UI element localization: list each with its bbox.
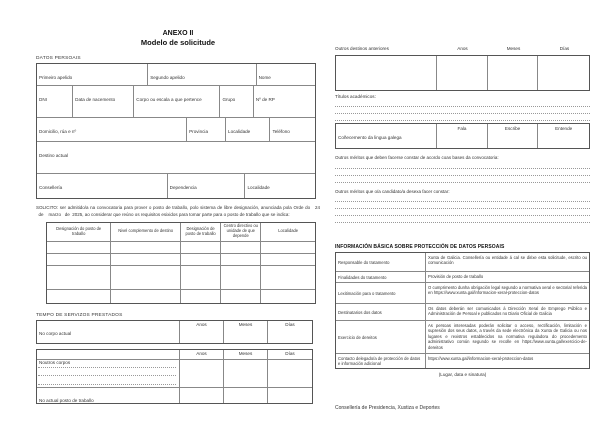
corpo-escala-label: Corpo ou escala a que pertence — [136, 96, 202, 102]
posts-cell[interactable] — [47, 266, 111, 289]
privacy-row-label: Responsable do tratamento — [336, 253, 426, 271]
dotted-fill-line[interactable] — [38, 370, 176, 376]
escribe-cell[interactable] — [488, 124, 539, 148]
privacy-row-value: Provisión de posto de traballo — [428, 273, 484, 279]
posts-cell[interactable] — [221, 254, 261, 265]
dotted-fill-line[interactable] — [335, 114, 590, 121]
nome-label: Nome — [258, 74, 271, 80]
solicito-paragraph: SOLICITO: ser admitido/a na convocatoria para prover o posto de traballo, polo sistema de libre designación, anunciada pola Orde do 24 de marzo de 2025, ao considerar que reúno os requisitos esixidos para tomar parte para o posto de traballo que se indica: — [36, 205, 320, 217]
noutros-corpos-fill-area[interactable] — [37, 360, 180, 387]
posts-cell[interactable] — [221, 290, 261, 303]
privacy-row-label: Contacto delegado/a de protección de datos e información adicional — [336, 354, 426, 368]
dias-header: Días — [285, 351, 295, 356]
num-rp-field[interactable] — [254, 86, 315, 117]
privacy-row-label: Exercicio de dereitos — [336, 321, 426, 353]
telefono-field[interactable] — [270, 118, 314, 141]
noutros-corpos-label: Noutros corpos — [39, 360, 71, 365]
titulos-academicos-label: Títulos académicos: — [335, 94, 376, 99]
escribe-label: Escribe — [504, 125, 521, 131]
privacy-row-value: O cumprimento dunha obrigación legal segundo a normativa xeral e sectorial referida en https://www.xunta.gal/informacion-xeral-proteccion-datos — [428, 284, 587, 296]
destino-actual-label: Destino actual — [39, 152, 69, 158]
privacy-section-title: INFORMACIÓN BÁSICA SOBRE PROTECCIÓN DE DATOS PERSOAIS — [335, 244, 505, 251]
localidade2-label: Localidade — [247, 184, 270, 190]
dotted-fill-line[interactable] — [335, 202, 590, 209]
annex-title: ANEXO II — [162, 30, 194, 37]
right-column — [335, 46, 590, 411]
conselleria-field[interactable] — [37, 174, 168, 198]
anos-field[interactable] — [180, 321, 224, 343]
anos-header: Anos — [180, 350, 224, 359]
localidade2-field[interactable] — [245, 174, 315, 198]
meritos-candidato-fill-area — [335, 195, 590, 223]
posts-cell[interactable] — [221, 266, 261, 289]
outros-destinos-cell[interactable] — [336, 56, 437, 90]
segundo-apelido-label: Segundo apelido — [150, 74, 185, 80]
outros-destinos-label: Outros destinos anteriores — [335, 46, 389, 51]
posts-header-designacion: Designación do posto de traballo — [47, 223, 111, 241]
fala-label: Fala — [457, 125, 467, 131]
dotted-fill-line[interactable] — [38, 379, 176, 385]
privacy-row — [336, 283, 589, 304]
dotted-fill-line[interactable] — [38, 362, 176, 368]
lingua-galega-row — [336, 124, 589, 148]
privacy-row-value: As persoas interesadas poderán solicitar o acceso, rectificación, limitación e supresión dos seus datos, a través da sede electrónica da Xunta de Galicia ou nos lugares e rexistros establecidos na normativa reguladora do procedemento administrativo común segundo se recolle en https://www.xunta.gal/exercicio-de-dereitos — [428, 322, 587, 350]
posts-cell[interactable] — [47, 242, 111, 253]
posts-body-row — [47, 290, 315, 303]
posts-cell[interactable] — [181, 290, 221, 303]
titulos-fill-area — [335, 100, 590, 121]
posts-cell[interactable] — [261, 290, 315, 303]
lingua-galega-label: Coñecemento da lingua galega — [338, 134, 402, 140]
nome-field[interactable] — [257, 64, 315, 85]
domicilio-label: Domicilio, rúa e nº — [39, 128, 77, 134]
privacy-url[interactable]: https://www.xunta.gal/informacion-xeral-proteccion-datos — [428, 355, 534, 361]
dni-field[interactable] — [37, 86, 73, 117]
tempo-corpo-actual-table — [36, 320, 313, 344]
posts-cell[interactable] — [261, 266, 315, 289]
posts-cell[interactable] — [181, 254, 221, 265]
privacy-row — [336, 354, 589, 368]
dias-label: Días — [285, 322, 295, 327]
dias-cell[interactable] — [538, 56, 589, 90]
primeiro-apelido-field[interactable] — [37, 64, 148, 85]
dotted-fill-line[interactable] — [335, 216, 590, 223]
tempo2-header-row — [37, 350, 312, 365]
provincia-label: Provincia — [189, 128, 209, 134]
no-actual-posto-field[interactable] — [37, 388, 180, 403]
privacy-row — [336, 272, 589, 283]
posts-body-row — [47, 266, 315, 290]
privacy-row-label: Destinatarios dos datos — [336, 304, 426, 320]
privacy-row-value: Os datos deberán ser comunicados á Dirección Xeral de Emprego Público e Administración de Persoal e publicados no Diario Oficial de Galicia — [428, 305, 587, 317]
anos-label: Anos — [196, 322, 207, 327]
corpo-escala-field[interactable] — [134, 86, 220, 117]
anos-cell[interactable] — [180, 388, 224, 403]
meritos-bases-label: Outros méritos que deben facerse constar de acordo coas bases da convocatoria: — [335, 155, 499, 160]
privacy-row — [336, 304, 589, 321]
posts-header-row — [47, 223, 315, 242]
primeiro-apelido-label: Primeiro apelido — [39, 74, 73, 80]
posts-cell[interactable] — [221, 242, 261, 253]
posts-cell[interactable] — [261, 254, 315, 265]
posts-cell[interactable] — [111, 254, 181, 265]
posts-table — [46, 222, 316, 304]
personal-row-3 — [37, 118, 315, 142]
destino-actual-field[interactable] — [37, 142, 315, 173]
anos-cell[interactable] — [437, 56, 488, 90]
posts-cell[interactable] — [261, 242, 315, 253]
personal-row-5 — [37, 174, 315, 198]
personal-row-2 — [37, 86, 315, 118]
personal-data-table — [36, 63, 316, 199]
department-footer: Consellería de Presidencia, Xustiza e Deportes — [335, 405, 440, 412]
meritos-bases-fill-area — [335, 162, 590, 183]
left-column — [36, 30, 320, 404]
section-datos-persoais: DATOS PERSOAIS — [36, 56, 81, 61]
dotted-fill-line[interactable] — [335, 209, 590, 216]
meses-label: Meses — [506, 46, 521, 51]
dotted-fill-line[interactable] — [335, 176, 590, 183]
privacy-row-value: Xunta de Galicia. Consellería ou entidade á cal se dirixe esta solicitude, escrito ou comunicación — [428, 254, 587, 266]
dependencia-label: Dependencia — [169, 184, 197, 190]
privacy-row-label: Lexitimación para o tratamento — [336, 283, 426, 303]
privacy-contact-link[interactable] — [426, 354, 589, 368]
posts-header-nivel: Nivel complemento de destino — [111, 223, 181, 241]
domicilio-field[interactable] — [37, 118, 187, 141]
grupo-label: Grupo — [222, 96, 236, 102]
privacy-row — [336, 321, 589, 354]
localidade-field[interactable] — [226, 118, 270, 141]
outros-destinos-header — [335, 46, 590, 55]
dias-field[interactable] — [268, 321, 312, 343]
tempo2-dotted-row — [37, 360, 312, 388]
posts-header-centro: Centro directivo ou unidade de que depende — [221, 223, 261, 241]
anos-label: Anos — [457, 46, 468, 51]
entende-cell[interactable] — [538, 124, 589, 148]
dotted-fill-line[interactable] — [335, 195, 590, 202]
noutros-corpos-label-cell — [37, 350, 180, 365]
segundo-apelido-field[interactable] — [148, 64, 256, 85]
posts-header-designacion-posto: Designación de posto de traballo — [181, 223, 221, 241]
data-nacemento-field[interactable] — [73, 86, 134, 117]
posts-cell[interactable] — [181, 266, 221, 289]
form-title: Modelo de solicitude — [140, 38, 216, 47]
privacy-row — [336, 253, 589, 272]
personal-row-1 — [37, 64, 315, 86]
dependencia-field[interactable] — [168, 174, 246, 198]
posts-cell[interactable] — [111, 242, 181, 253]
posts-cell[interactable] — [47, 290, 111, 303]
tempo-noutros-corpos-table — [36, 349, 313, 404]
grupo-field[interactable] — [220, 86, 253, 117]
tempo1-row — [37, 321, 312, 343]
posts-header-localidade: Localidade — [278, 228, 299, 234]
localidade-label: Localidade — [228, 128, 251, 134]
posts-cell[interactable] — [181, 242, 221, 253]
meses-cell[interactable] — [224, 360, 268, 387]
tempo2-actual-posto-row — [37, 388, 312, 403]
dias-cell[interactable] — [268, 360, 312, 387]
meses-cell[interactable] — [488, 56, 539, 90]
dotted-fill-line[interactable] — [335, 100, 590, 107]
data-nacemento-label: Data de nacemento — [75, 96, 116, 102]
dotted-fill-line[interactable] — [335, 107, 590, 114]
dotted-fill-line[interactable] — [335, 162, 590, 169]
provincia-field[interactable] — [187, 118, 226, 141]
posts-body-row — [47, 242, 315, 254]
dni-label: DNI — [39, 96, 47, 102]
section-tempo-servizos: TEMPO DE SERVIZOS PRESTADOS — [36, 312, 123, 318]
posts-cell[interactable] — [111, 266, 181, 289]
num-rp-label: Nº de RP — [255, 96, 275, 102]
signature-hint: (Lugar, data e sinatura) — [438, 372, 487, 378]
privacy-row-label: Finalidades do tratamento — [336, 272, 426, 282]
meses-field[interactable] — [224, 321, 268, 343]
lingua-galega-table — [335, 123, 590, 149]
no-corpo-actual-field[interactable] — [37, 321, 180, 343]
dias-label: Días — [559, 46, 570, 51]
dotted-fill-line[interactable] — [335, 169, 590, 176]
anos-cell[interactable] — [180, 360, 224, 387]
posts-body-row — [47, 254, 315, 266]
dias-cell[interactable] — [268, 388, 312, 403]
fala-cell[interactable] — [437, 124, 488, 148]
no-corpo-actual-label: No corpo actual — [39, 331, 72, 336]
personal-row-4 — [37, 142, 315, 174]
meses-cell[interactable] — [224, 388, 268, 403]
meritos-candidato-label: Outros méritos que o/a candidato/a desexa facer constar: — [335, 188, 450, 194]
meses-label: Meses — [238, 322, 253, 327]
no-actual-posto-label: No actual posto de traballo — [39, 398, 94, 403]
posts-cell[interactable] — [111, 290, 181, 303]
telefono-label: Teléfono — [272, 128, 290, 134]
lingua-galega-field[interactable] — [336, 124, 437, 148]
entende-label: Entende — [555, 125, 573, 131]
privacy-table — [335, 252, 590, 369]
outros-destinos-row — [336, 56, 589, 90]
outros-destinos-table — [335, 55, 590, 91]
conselleria-label: Consellería — [39, 184, 63, 190]
meses-header: Meses — [224, 350, 268, 359]
posts-cell[interactable] — [47, 254, 111, 265]
